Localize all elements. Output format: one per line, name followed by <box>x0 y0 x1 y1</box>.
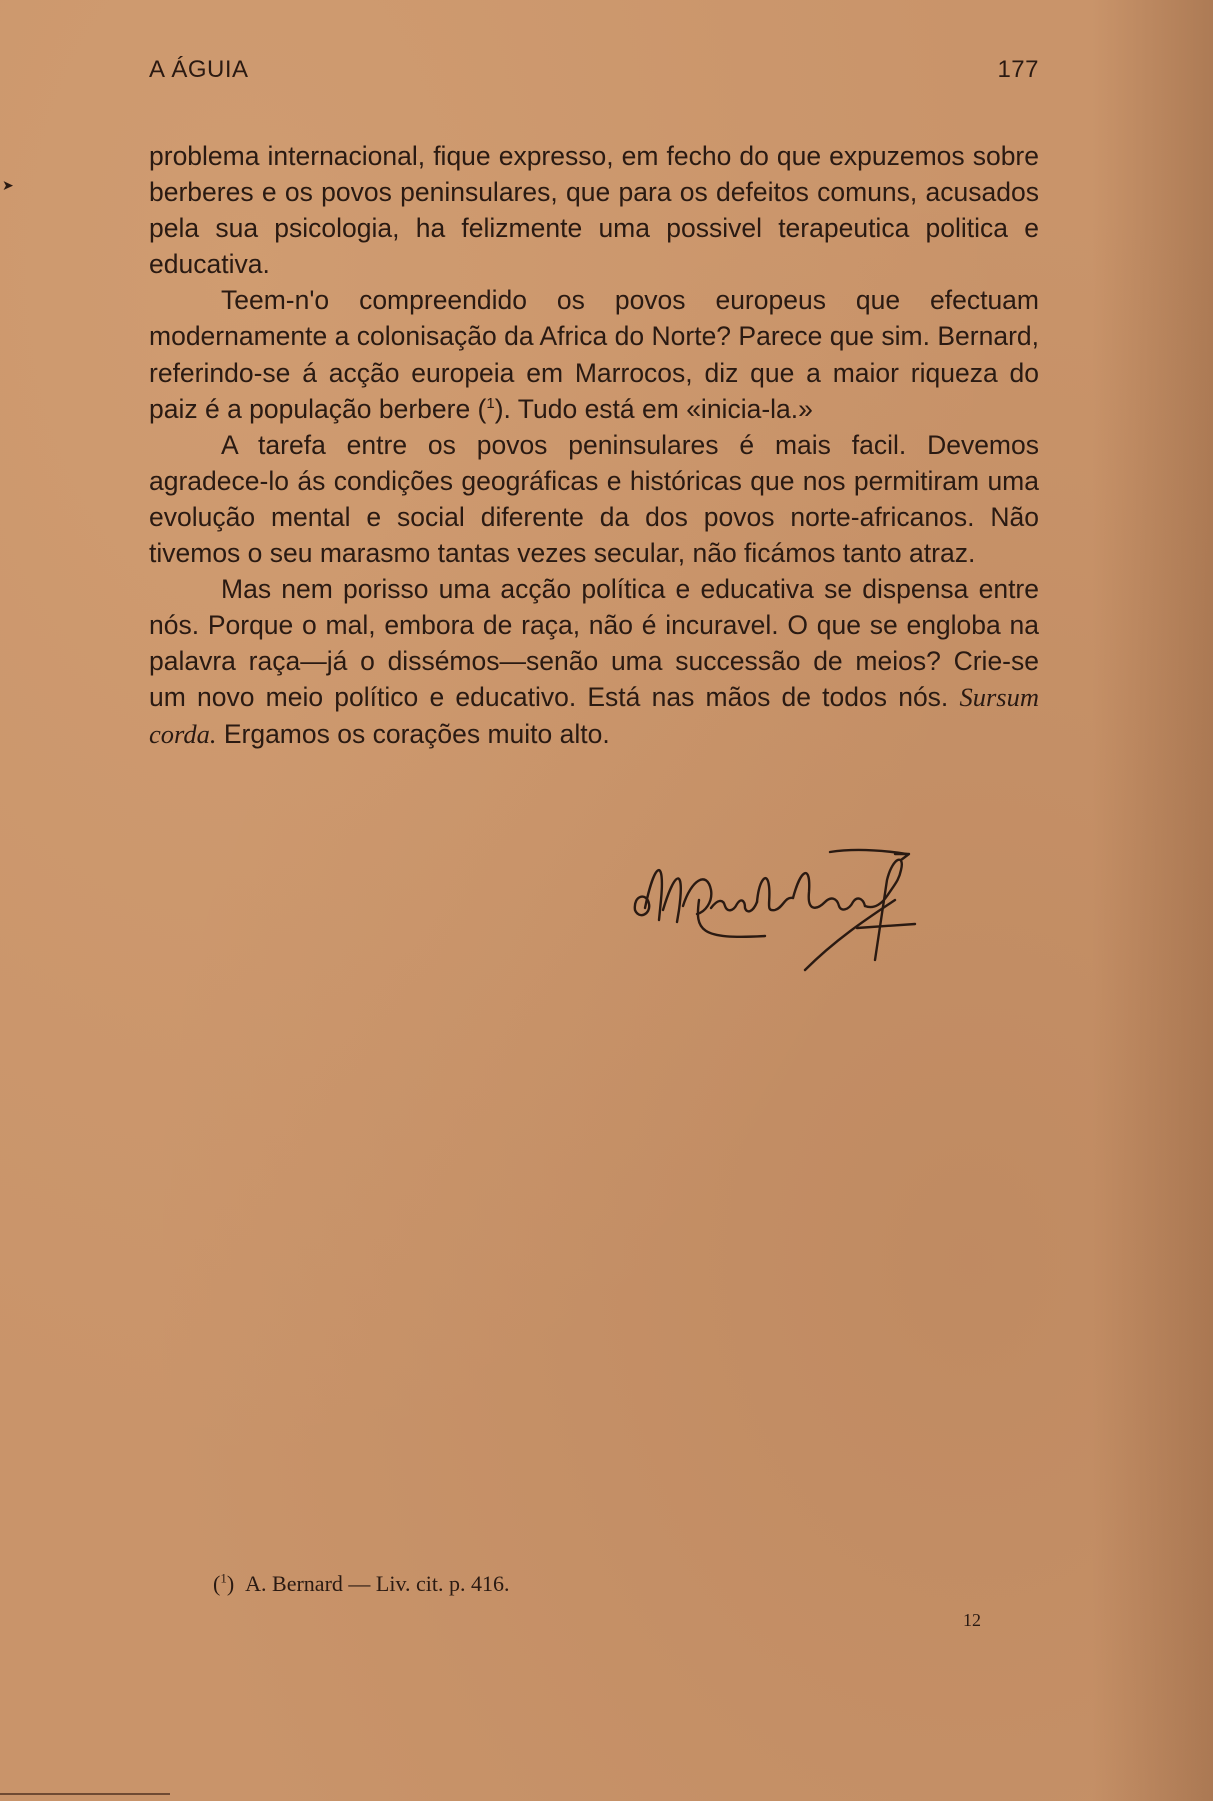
printer-signature-mark: 12 <box>963 1610 981 1630</box>
footnote-marker-close: ) <box>226 1571 235 1596</box>
footnote-marker-open: ( <box>213 1571 221 1596</box>
paragraph-4 <box>149 571 1039 751</box>
paragraph-2-text: Teem-n'o compreendido os povos europeus que efectuam modernamente a colonisação da Africa do Norte? Parece que sim. Bernard, referindo-se á acção europeia em Marrocos, diz que a maior riqueza do paiz é a população berbere ( <box>149 285 1039 424</box>
paragraph-3: A tarefa entre os povos peninsulares é mais facil. Devemos agradece-lo ás condições geográficas e históricas que nos permitiram uma evolução mental e social diferente da dos povos norte-africanos. Não tivemos o seu marasmo tantas vezes secular, não ficámos tanto atraz. <box>149 429 1039 569</box>
paragraph-1: problema internacional, fique expresso, em fecho do que expuzemos sobre berberes e os povos peninsulares, que para os defeitos comuns, acusados pela sua psicologia, ha felizmente uma possivel terapeutica politica e educativa. <box>149 141 1039 280</box>
author-signature <box>625 840 1025 1000</box>
paragraph-2 <box>149 282 1039 426</box>
page-number: 177 <box>997 56 1039 83</box>
footnote-marker: 1 <box>220 1570 227 1586</box>
latin-phrase: Sursum corda. <box>149 682 1039 749</box>
footnote-reference[interactable]: 1 <box>486 394 495 412</box>
paragraph-2-text-end: ). Tudo está em «inicia-la.» <box>494 393 813 424</box>
footnote-text: A. Bernard — Liv. cit. p. 416. <box>245 1571 510 1596</box>
paragraph-4-text-end: Ergamos os corações muito alto. <box>216 718 610 749</box>
journal-title: A ÁGUIA <box>149 56 249 83</box>
margin-mark: ➤ <box>2 178 14 194</box>
article-body <box>149 138 1039 752</box>
paragraph-4-text: Mas nem porisso uma acção política e educativa se dispensa entre nós. Porque o mal, embora de raça, não é incuravel. O que se engloba na palavra raça—já o dissémos—senão uma successão de meios? Crie-se um novo meio político e educativo. Está nas mãos de todos nós. <box>149 574 1039 713</box>
bottom-edge-rule <box>0 1793 170 1795</box>
footnote <box>213 1571 510 1597</box>
running-header <box>149 56 1039 86</box>
